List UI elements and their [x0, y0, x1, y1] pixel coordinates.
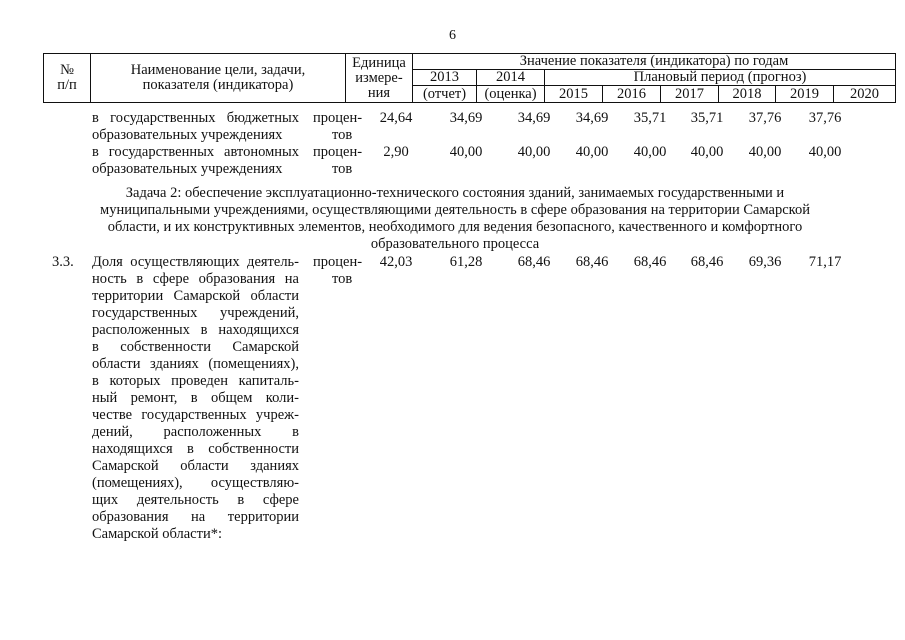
- header-year-2016: 2016: [603, 86, 661, 103]
- header-note-2013: (отчет): [413, 86, 477, 103]
- value-2014: 61,28: [449, 254, 483, 270]
- value-2013: 2,90: [383, 144, 409, 160]
- value-2014: 34,69: [449, 110, 483, 126]
- row-name-cont: образовательных учреждениях: [92, 127, 283, 143]
- value-2013: 24,64: [379, 110, 413, 126]
- row-unit: процен- тов: [313, 144, 363, 177]
- value-2018: 68,46: [690, 254, 724, 270]
- header-values-title: Значение показателя (индикатора) по годам: [413, 54, 896, 70]
- value-2014: 40,00: [449, 144, 483, 160]
- value-2017: 40,00: [633, 144, 667, 160]
- header-year-2013: 2013: [413, 70, 477, 86]
- table-header: [43, 53, 896, 103]
- value-2020: 37,76: [808, 110, 842, 126]
- header-year-2017: 2017: [661, 86, 719, 103]
- header-year-2018: 2018: [719, 86, 776, 103]
- row-name-cont: образовательных учреждениях: [92, 161, 283, 177]
- header-note-2014: (оценка): [477, 86, 545, 103]
- row-name: Доля осуществляющих деятель- ность в сфере образования на территории Самарской области государственных учреждений, расположенных в находящихся в собственности Самарской области зданиях (помещениях), в которых проведен капиталь- ный ремонт, в общем коли- честве государственных учреж- дений, расположенных в находящихся в собственности Самарской области зданиях (помещениях), осуществляю- щих деятельность в сфере образования на территории Самарской области*:: [92, 254, 299, 542]
- row-unit: процен- тов: [313, 254, 363, 287]
- value-2018: 35,71: [690, 110, 724, 126]
- value-2015: 34,69: [517, 110, 551, 126]
- value-2019: 37,76: [748, 110, 782, 126]
- header-year-2019: 2019: [776, 86, 834, 103]
- value-2018: 40,00: [690, 144, 724, 160]
- header-col-number: № п/п: [44, 54, 91, 103]
- task-2-heading: Задача 2: обеспечение эксплуатационно-технического состояния зданий, занимаемых государственными и муниципальными учреждениями, осуществляющими деятельность в сфере образования на территории Самарской области, и их конструктивных элементов, необходимого для ведения безопасного, качественного и комфортного образовательного процесса: [100, 185, 810, 252]
- value-2017: 68,46: [633, 254, 667, 270]
- row-number: 3.3.: [52, 254, 74, 270]
- value-2020: 40,00: [808, 144, 842, 160]
- value-2019: 40,00: [748, 144, 782, 160]
- header-col-name: Наименование цели, задачи, показателя (индикатора): [91, 54, 346, 103]
- header-year-2015: 2015: [545, 86, 603, 103]
- value-2019: 69,36: [748, 254, 782, 270]
- row-name: в государственных бюджетных: [92, 110, 299, 126]
- row-unit: процен- тов: [313, 110, 363, 143]
- value-2016: 68,46: [575, 254, 609, 270]
- header-plan-title: Плановый период (прогноз): [545, 70, 896, 86]
- value-2020: 71,17: [808, 254, 842, 270]
- header-year-2020: 2020: [834, 86, 896, 103]
- page-number: 6: [449, 28, 456, 43]
- value-2016: 40,00: [575, 144, 609, 160]
- value-2016: 34,69: [575, 110, 609, 126]
- header-year-2014: 2014: [477, 70, 545, 86]
- value-2015: 40,00: [517, 144, 551, 160]
- value-2017: 35,71: [633, 110, 667, 126]
- value-2015: 68,46: [517, 254, 551, 270]
- header-col-unit: Единица измере- ния: [346, 54, 413, 103]
- value-2013: 42,03: [379, 254, 413, 270]
- row-name: в государственных автономных: [92, 144, 299, 160]
